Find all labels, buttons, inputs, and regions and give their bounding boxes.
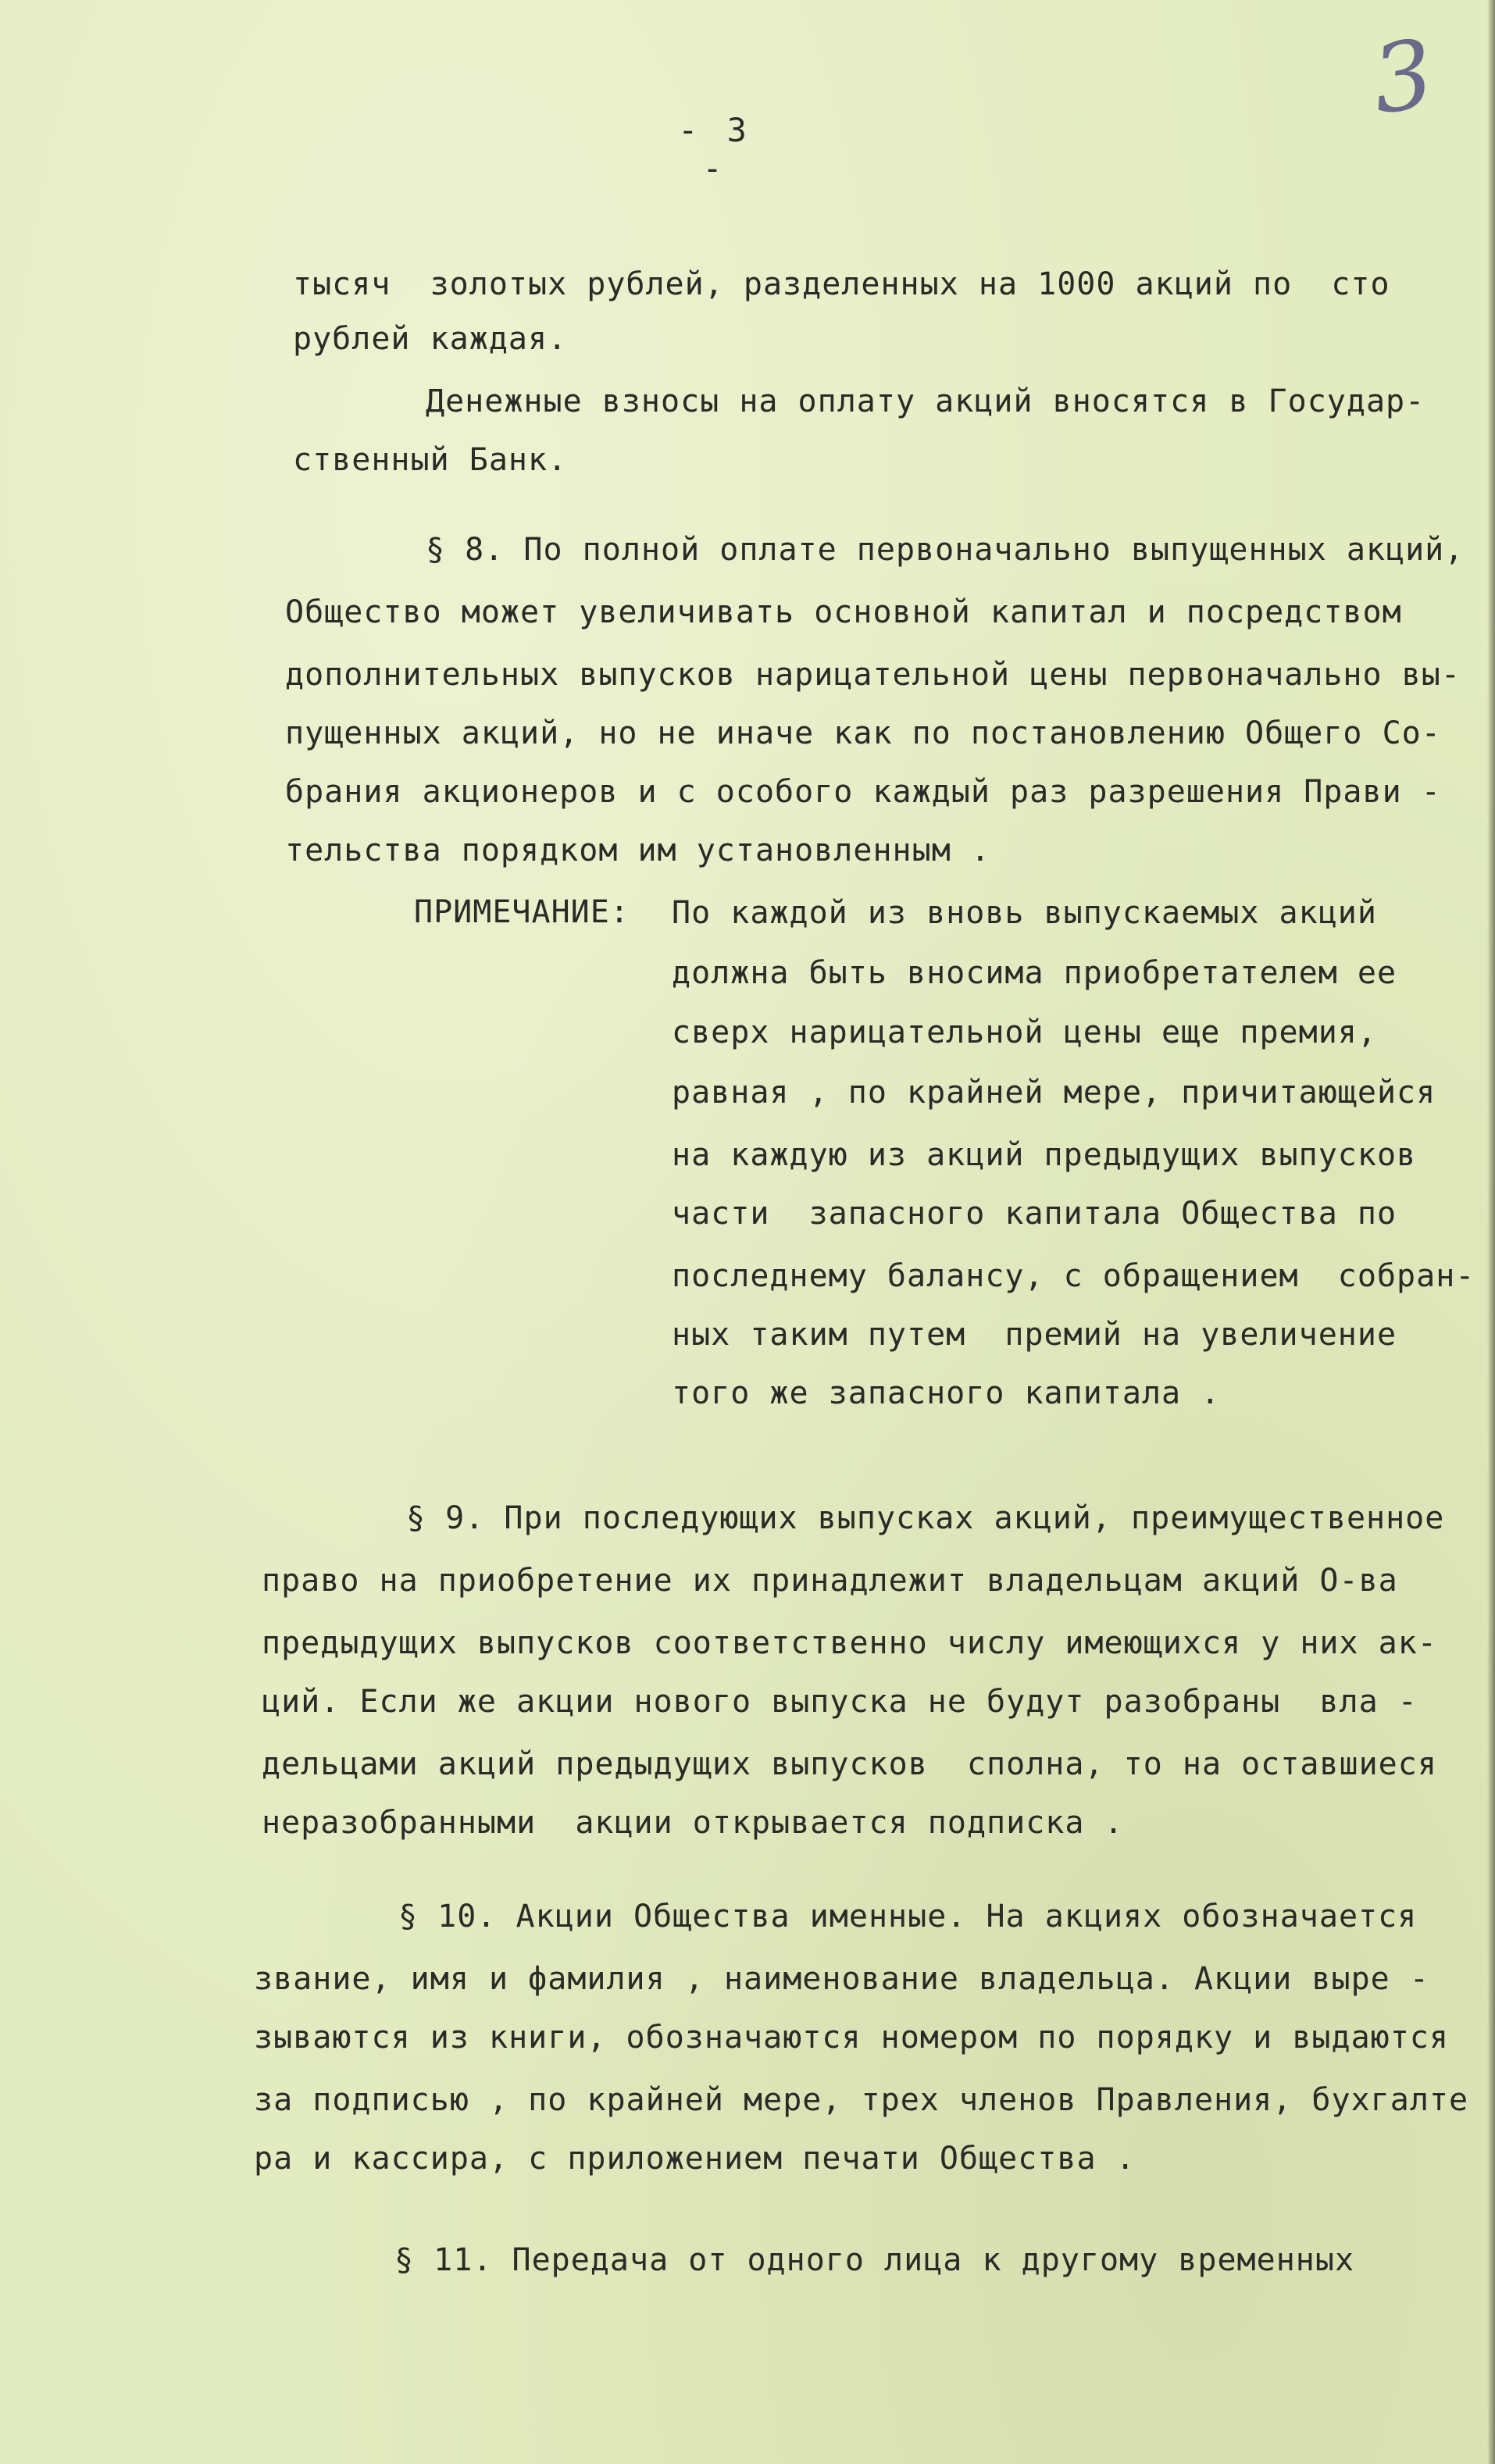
section-9-heading-line: § 9. При последующих выпусках акций, преимущественное (406, 1500, 1445, 1536)
note-line: на каждую из акций предыдущих выпусков (672, 1137, 1417, 1173)
text-line: право на приобретение их принадлежит владельцам акций О-ва (262, 1563, 1398, 1599)
text-line: рублей каждая. (293, 321, 568, 357)
note-label: ПРИМЕЧАНИЕ: (414, 894, 630, 930)
text-line: неразобранными акции открывается подписка . (262, 1805, 1124, 1841)
text-line: пущенных акций, но не иначе как по постановлению Общего Со- (285, 715, 1441, 751)
text-line: дополнительных выпусков нарицательной цены первоначально вы- (285, 657, 1461, 693)
text-line: Денежные взносы на оплату акций вносятся в Государ- (426, 383, 1425, 419)
text-line: тельства порядком им установленным . (285, 833, 990, 868)
text-line: звание, имя и фамилия , наименование владельца. Акции выре - (254, 1961, 1429, 1997)
text-line: брания акционеров и с особого каждый раз разрешения Прави - (285, 774, 1441, 810)
handwritten-folio-number: 3 (1365, 20, 1440, 136)
section-10-heading-line: § 10. Акции Общества именные. На акциях обозначается (398, 1899, 1418, 1934)
text-line: ра и кассира, с приложением печати Общества . (254, 2141, 1136, 2177)
note-line: того же запасного капитала . (672, 1375, 1221, 1411)
text-line: ций. Если же акции нового выпуска не будут разобраны вла - (262, 1684, 1418, 1720)
section-11-heading-line: § 11. Передача от одного лица к другому временных (394, 2242, 1355, 2278)
note-line: сверх нарицательной цены еще премия, (672, 1014, 1377, 1050)
note-line: По каждой из вновь выпускаемых акций (672, 895, 1377, 931)
page-edge-shadow (1487, 0, 1495, 2464)
text-line: ственный Банк. (293, 442, 568, 478)
text-line: предыдущих выпусков соответственно числу имеющихся у них ак- (262, 1625, 1437, 1661)
section-8-heading-line: § 8. По полной оплате первоначально выпущенных акций, (426, 532, 1465, 568)
note-line: части запасного капитала Общества по (672, 1196, 1397, 1232)
note-line: должна быть вносима приобретателем ее (672, 955, 1397, 991)
text-line: дельцами акций предыдущих выпусков сполна, то на оставшиеся (262, 1746, 1437, 1782)
text-line: за подписью , по крайней мере, трех членов Правления, бухгалте (254, 2082, 1469, 2118)
note-line: последнему балансу, с обращением собран- (672, 1258, 1475, 1294)
page-number: - 3 - (678, 111, 751, 187)
text-line: Общество может увеличивать основной капитал и посредством (285, 594, 1402, 630)
note-line: ных таким путем премий на увеличение (672, 1317, 1397, 1353)
note-line: равная , по крайней мере, причитающейся (672, 1075, 1436, 1111)
text-line: зываются из книги, обозначаются номером по порядку и выдаются (254, 2020, 1450, 2056)
text-line: тысяч золотых рублей, разделенных на 1000 акций по сто (293, 266, 1390, 302)
